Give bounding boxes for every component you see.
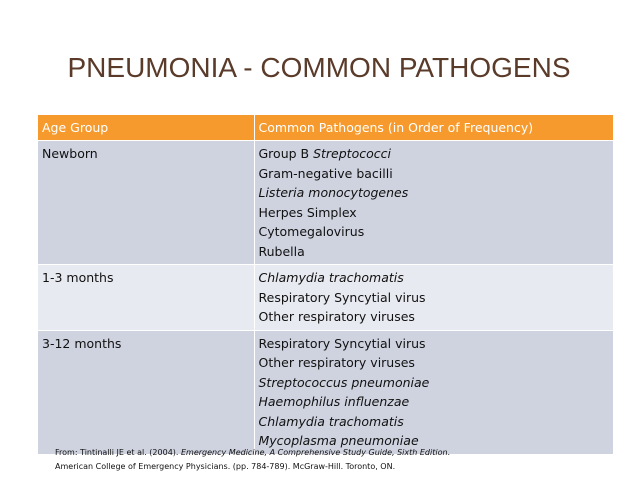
pathogen-line	[259, 268, 608, 288]
citation-line-1	[55, 446, 450, 460]
table-row	[38, 265, 613, 331]
pathogen-italic: Streptococcus pneumoniae	[258, 374, 430, 390]
pathogen-line	[259, 412, 608, 432]
pathogen-line	[259, 392, 608, 412]
pathogen-text: Group B	[258, 146, 314, 161]
pathogen-line	[259, 164, 608, 184]
pathogen-line	[259, 222, 608, 242]
pathogen-line	[259, 334, 608, 354]
pathogen-text: Other respiratory viruses	[258, 309, 415, 324]
pathogen-text: Cytomegalovirus	[258, 224, 365, 239]
pathogen-italic: Chlamydia trachomatis	[258, 413, 404, 429]
pathogen-text: Respiratory Syncytial virus	[258, 289, 426, 305]
pathogen-line	[259, 288, 608, 308]
pathogen-italic: Mycoplasma pneumoniae	[258, 433, 419, 448]
pathogen-line	[259, 373, 608, 393]
table-row	[38, 330, 613, 454]
pathogens-table	[38, 115, 613, 454]
pathogen-italic: Chlamydia trachomatis	[258, 270, 404, 285]
pathogen-line	[259, 353, 608, 373]
pathogen-text: Rubella	[258, 243, 305, 259]
pathogen-line	[259, 242, 608, 262]
citation-book-title: Emergency Medicine, A Comprehensive Study Guide, Sixth Edition	[181, 448, 448, 457]
pathogen-italic: Haemophilus influenzae	[258, 394, 410, 409]
citation-period: .	[447, 448, 451, 457]
pathogen-italic: Listeria monocytogenes	[258, 185, 409, 200]
citation-line-2: American College of Emergency Physicians. (pp. 784-789). McGraw-Hill. Toronto, ON.	[55, 462, 396, 471]
pathogen-italic: Streptococci	[313, 146, 391, 161]
age-group-cell: Newborn	[38, 141, 254, 265]
citation	[55, 446, 450, 474]
table-header-row	[38, 115, 613, 141]
pathogens-cell	[254, 141, 613, 265]
header-age-group: Age Group	[38, 115, 254, 141]
pathogen-line	[259, 307, 608, 327]
citation-authors: From: Tintinalli JE et al. (2004).	[55, 448, 181, 457]
pathogen-text: Other respiratory viruses	[258, 355, 415, 370]
header-common-pathogens: Common Pathogens (in Order of Frequency)	[254, 115, 613, 141]
pathogen-text: Herpes Simplex	[258, 204, 357, 220]
pathogen-text: Respiratory Syncytial virus	[258, 335, 426, 351]
pathogen-line	[259, 144, 608, 164]
pathogens-cell	[254, 330, 613, 454]
pathogen-line	[259, 183, 608, 203]
pathogen-text: Gram-negative bacilli	[258, 165, 393, 181]
pathogens-cell	[254, 265, 613, 331]
pathogen-line	[259, 203, 608, 223]
age-group-cell: 3-12 months	[38, 330, 254, 454]
table-row	[38, 141, 613, 265]
age-group-cell: 1-3 months	[38, 265, 254, 331]
slide-title: PNEUMONIA - COMMON PATHOGENS	[67, 52, 571, 83]
